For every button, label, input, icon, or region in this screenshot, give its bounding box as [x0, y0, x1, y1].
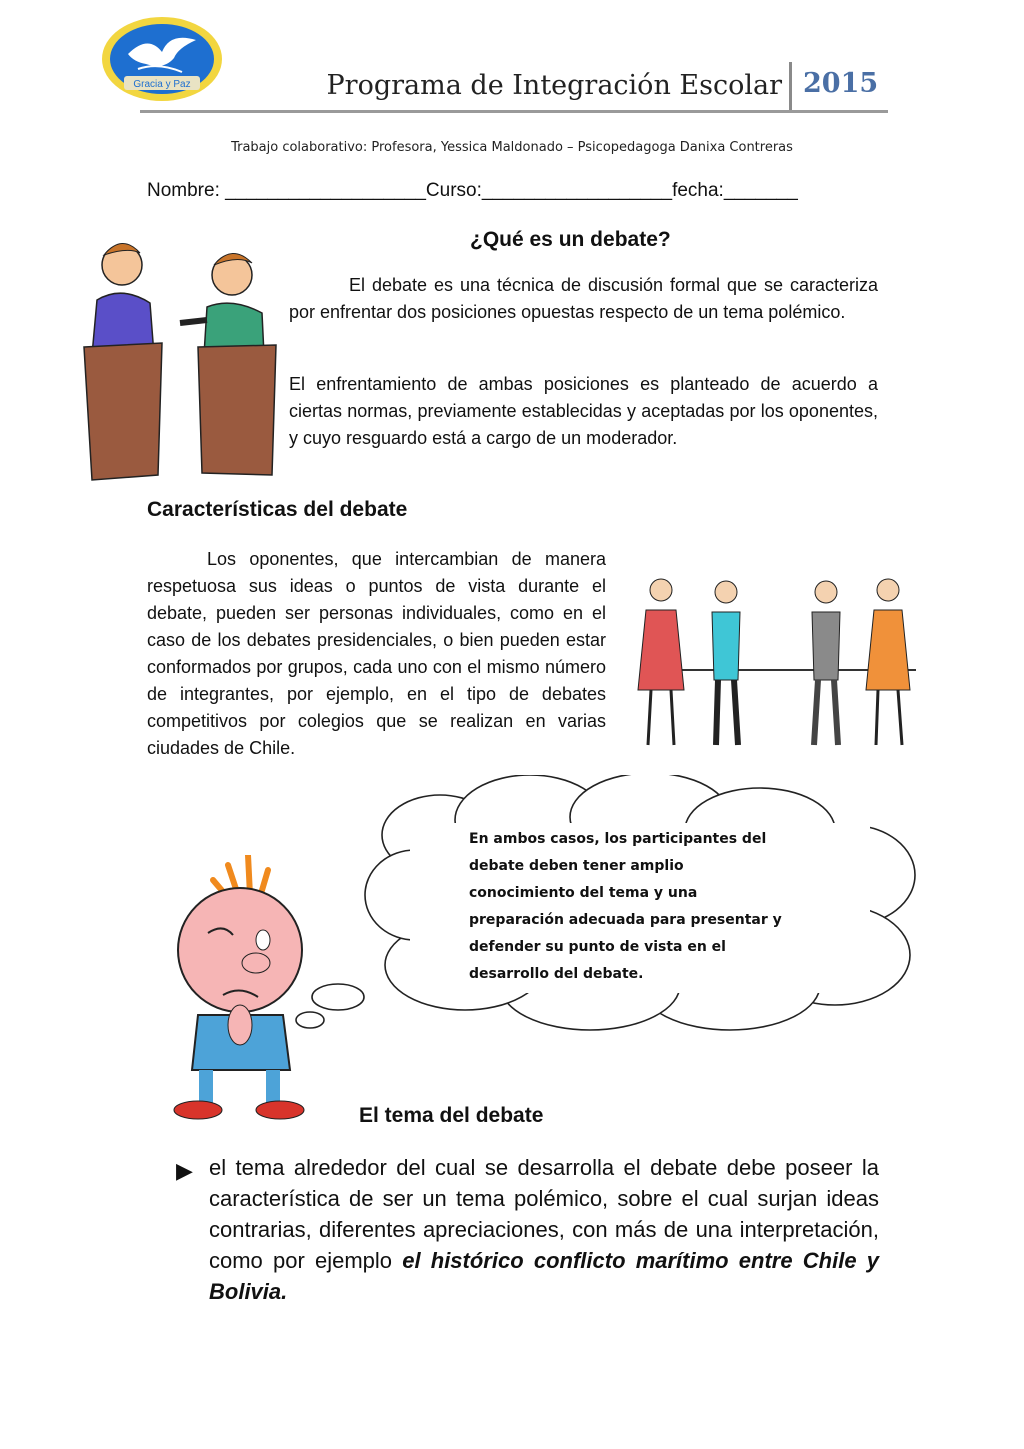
cloud-line: conocimiento del tema y una — [469, 885, 698, 901]
credits-line: Trabajo colaborativo: Profesora, Yessica Maldonado – Psicopedagoga Danixa Contreras — [231, 140, 793, 155]
header-separator — [789, 62, 792, 112]
cloud-line: preparación adecuada para presentar y — [469, 912, 782, 928]
debaters-illustration — [82, 225, 282, 487]
cloud-line: En ambos casos, los participantes del — [469, 831, 767, 847]
cloud-line: defender su punto de vista en el — [469, 939, 726, 955]
bullet-emphasis: el histórico conflicto marítimo entre Chile y Bolivia. — [209, 1248, 879, 1304]
header-year: 2015 — [803, 68, 879, 99]
student-form-line: Nombre: ___________________Curso:__________________fecha:_______ — [147, 180, 798, 201]
header-title: Programa de Integración Escolar — [326, 70, 782, 101]
section-title-what-is-debate: ¿Qué es un debate? — [470, 228, 671, 251]
section-title-characteristics: Características del debate — [147, 498, 408, 521]
header-rule — [140, 110, 888, 113]
debate-topic-bullet — [209, 1152, 879, 1307]
thinking-boy-illustration — [168, 855, 318, 1120]
bullet-text: el tema alrededor del cual se desarrolla el debate debe poseer la característica de ser un tema polémico, sobre el cual surjan ideas contrarias, diferentes apreciaciones, con más de una interpretación, como por ejemplo — [209, 1155, 879, 1273]
debate-definition-text: El debate es una técnica de discusión formal que se caracteriza por enfrentar dos posiciones opuestas respecto de un tema polémico. — [289, 275, 878, 322]
tug-of-war-illustration — [626, 570, 926, 760]
bullet-arrow-icon: ▶ — [176, 1158, 193, 1183]
section-title-debate-topic: El tema del debate — [359, 1104, 544, 1127]
cloud-line: desarrollo del debate. — [469, 966, 644, 982]
cloud-line: debate deben tener amplio — [469, 858, 684, 874]
characteristics-paragraph — [147, 546, 606, 762]
thought-cloud-text — [469, 826, 799, 988]
debate-definition-paragraph — [289, 272, 878, 326]
school-logo — [98, 14, 226, 104]
characteristics-text: Los oponentes, que intercambian de manera respetuosa sus ideas o puntos de vista durante el debate, pueden ser personas individuales, como en el caso de los debates presidenciales, o bien pueden estar conformados por grupos, cada uno con el mismo número de integrantes, por ejemplo, en el tipo de debates competitivos por colegios que se realizan en varias ciudades de Chile. — [147, 549, 606, 758]
svg-text:Gracia y Paz: Gracia y Paz — [133, 79, 191, 90]
debate-rules-paragraph: El enfrentamiento de ambas posiciones es planteado de acuerdo a ciertas normas, previamente establecidas y aceptadas por los oponentes, y cuyo resguardo está a cargo de un moderador. — [289, 374, 878, 448]
